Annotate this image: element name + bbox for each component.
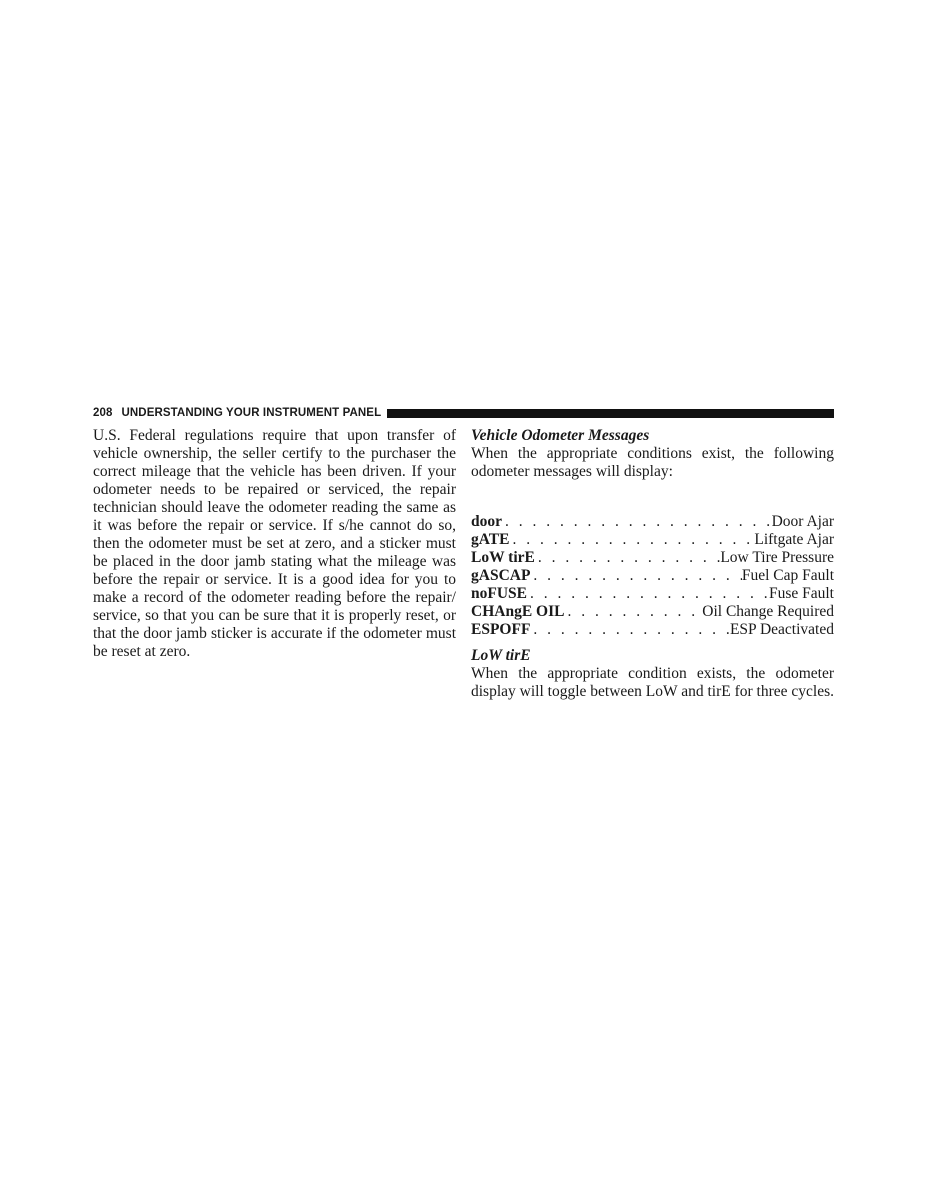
low-tire-heading: LoW tirE: [471, 647, 531, 664]
section-title: UNDERSTANDING YOUR INSTRUMENT PANEL: [121, 407, 382, 419]
message-code: door: [471, 513, 502, 530]
message-meaning: Fuse Fault: [768, 585, 834, 602]
low-tire-paragraph: When the appropriate condition exists, the odometer display will toggle between LoW and tirE for three cycles.: [471, 665, 834, 700]
message-meaning: Oil Change Required: [702, 603, 834, 620]
list-item: [471, 603, 834, 621]
message-meaning: Low Tire Pressure: [720, 549, 834, 566]
message-meaning: ESP Deactivated: [729, 621, 834, 638]
odometer-messages-heading: Vehicle Odometer Messages: [471, 427, 650, 444]
dot-leader: [564, 603, 702, 621]
odometer-message-list: [471, 513, 834, 639]
list-item: [471, 531, 834, 549]
list-item: [471, 513, 834, 531]
dot-leader: [509, 531, 754, 549]
message-code: ESPOFF: [471, 621, 531, 638]
odometer-messages-intro: When the appropriate conditions exist, the following odometer messages will display:: [471, 445, 834, 480]
dot-leader: [502, 513, 772, 531]
header-rule-bar: [387, 409, 834, 418]
list-item: [471, 585, 834, 603]
message-code: gASCAP: [471, 567, 531, 584]
message-code: CHAngE OIL: [471, 603, 565, 620]
dot-leader: [527, 585, 769, 603]
page-header: [93, 404, 834, 422]
message-meaning: Liftgate Ajar: [754, 531, 834, 548]
left-column: [93, 427, 456, 661]
dot-leader: [530, 567, 741, 585]
odometer-regulation-paragraph: U.S. Federal regulations require that upon transfer of vehicle ownership, the seller certify to the purchaser the correct mileage that the vehicle has been driven. If your odometer needs to be repaired or serviced, the repair technician should leave the odometer reading the same as it was before the repair or service. If s/he cannot do so, then the odometer must be set at zero, and a sticker must be placed in the door jamb stating what the mileage was before the repair or service. It is a good idea for you to make a record of the odometer reading before the repair/ service, so that you can be sure that it is properly reset, or that the door jamb sticker is accurate if the odometer must be reset at zero.: [93, 427, 456, 660]
list-item: [471, 549, 834, 567]
message-meaning: Fuel Cap Fault: [741, 567, 834, 584]
message-code: gATE: [471, 531, 510, 548]
dot-leader: [530, 621, 730, 639]
message-code: LoW tirE: [471, 549, 535, 566]
list-item: [471, 621, 834, 639]
message-meaning: Door Ajar: [771, 513, 834, 530]
dot-leader: [535, 549, 720, 567]
list-item: [471, 567, 834, 585]
page-number: 208: [93, 407, 113, 419]
message-code: noFUSE: [471, 585, 527, 602]
right-column: [471, 427, 834, 701]
